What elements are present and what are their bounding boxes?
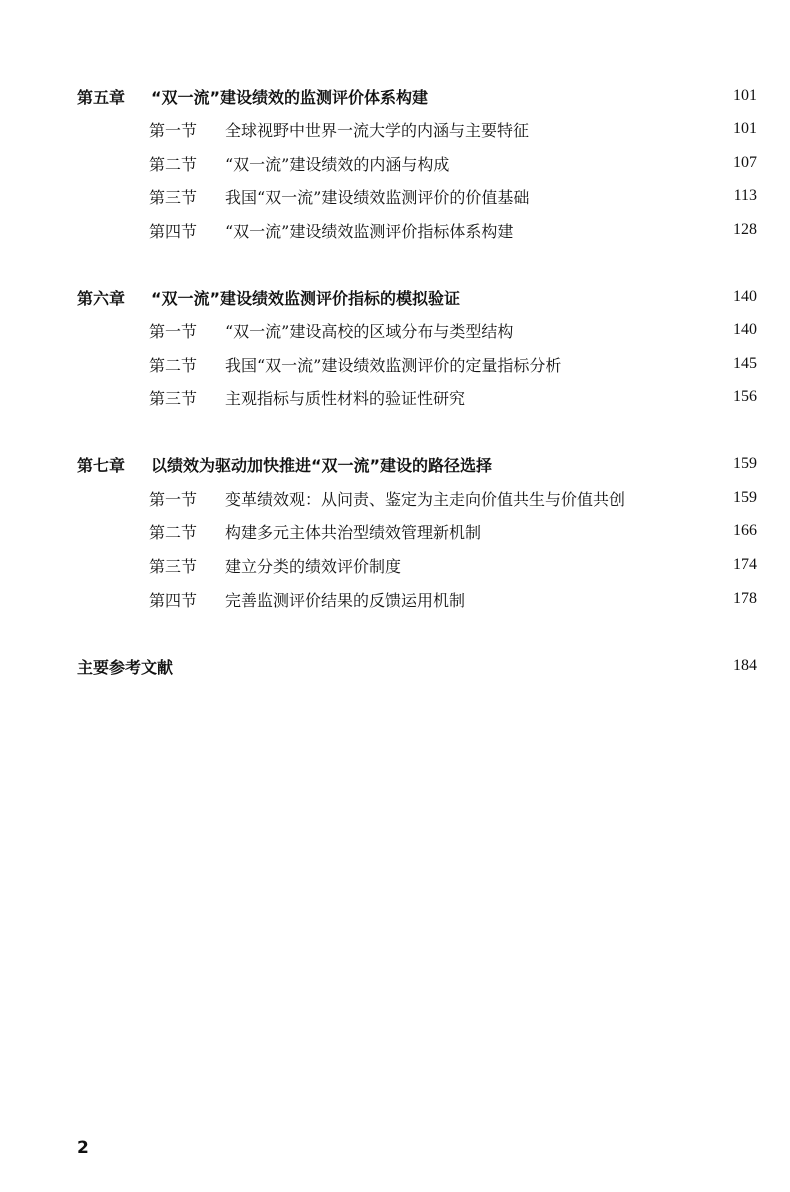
page-number: 159 [733,455,757,472]
page-number: 140 [733,321,757,338]
section-row [149,349,757,379]
chapter-label: 第七章 [77,455,126,475]
section-row [149,516,757,546]
page-number: 107 [733,154,757,171]
section-label: 第二节 [149,355,198,375]
section-label: 第三节 [149,388,198,408]
chapter-7-row [77,449,757,479]
page-number: 184 [733,657,757,674]
page-number: 159 [733,489,757,506]
folio-page-number: 2 [77,1138,89,1158]
section-label: 第一节 [149,489,198,509]
section-row [149,584,757,614]
section-label: 第一节 [149,120,198,140]
section-label: 第二节 [149,154,198,174]
section-title: 完善监测评价结果的反馈运用机制 [225,590,466,610]
section-row [149,114,757,144]
page-number: 166 [733,522,757,539]
section-title: “双一流”建设绩效监测评价指标体系构建 [225,221,514,241]
section-row [149,483,757,513]
section-label: 第二节 [149,522,198,542]
page-number: 156 [733,388,757,405]
page-number: 128 [733,221,757,238]
section-title: 主观指标与质性材料的验证性研究 [225,388,466,408]
page-number: 101 [733,87,757,104]
page-number: 178 [733,590,757,607]
chapter-title: 以绩效为驱动加快推进“双一流”建设的路径选择 [151,455,493,475]
section-title: 我国“双一流”建设绩效监测评价的价值基础 [225,187,530,207]
chapter-label: 第五章 [77,87,126,107]
section-label: 第三节 [149,556,198,576]
page-number: 174 [733,556,757,573]
chapter-6-row [77,282,757,312]
section-row [149,181,757,211]
section-row [149,550,757,580]
chapter-title: “双一流”建设绩效监测评价指标的模拟验证 [151,288,461,308]
section-title: 我国“双一流”建设绩效监测评价的定量指标分析 [225,355,562,375]
section-title: 建立分类的绩效评价制度 [225,556,402,576]
page-number: 101 [733,120,757,137]
section-title: “双一流”建设高校的区域分布与类型结构 [225,321,514,341]
section-title: 变革绩效观：从问责、鉴定为主走向价值共生与价值共创 [225,489,626,509]
section-row [149,215,757,245]
section-row [149,382,757,412]
section-row [149,315,757,345]
chapter-title: “双一流”建设绩效的监测评价体系构建 [151,87,429,107]
references-title: 主要参考文献 [77,657,174,677]
section-label: 第四节 [149,590,198,610]
section-label: 第三节 [149,187,198,207]
chapter-label: 第六章 [77,288,126,308]
references-row [77,651,757,681]
page-number: 140 [733,288,757,305]
page-number: 113 [733,187,757,204]
page-number: 145 [733,355,757,372]
section-label: 第一节 [149,321,198,341]
section-title: “双一流”建设绩效的内涵与构成 [225,154,450,174]
chapter-5-row [77,81,757,111]
section-row [149,148,757,178]
section-title: 构建多元主体共治型绩效管理新机制 [225,522,482,542]
section-title: 全球视野中世界一流大学的内涵与主要特征 [225,120,530,140]
section-label: 第四节 [149,221,198,241]
